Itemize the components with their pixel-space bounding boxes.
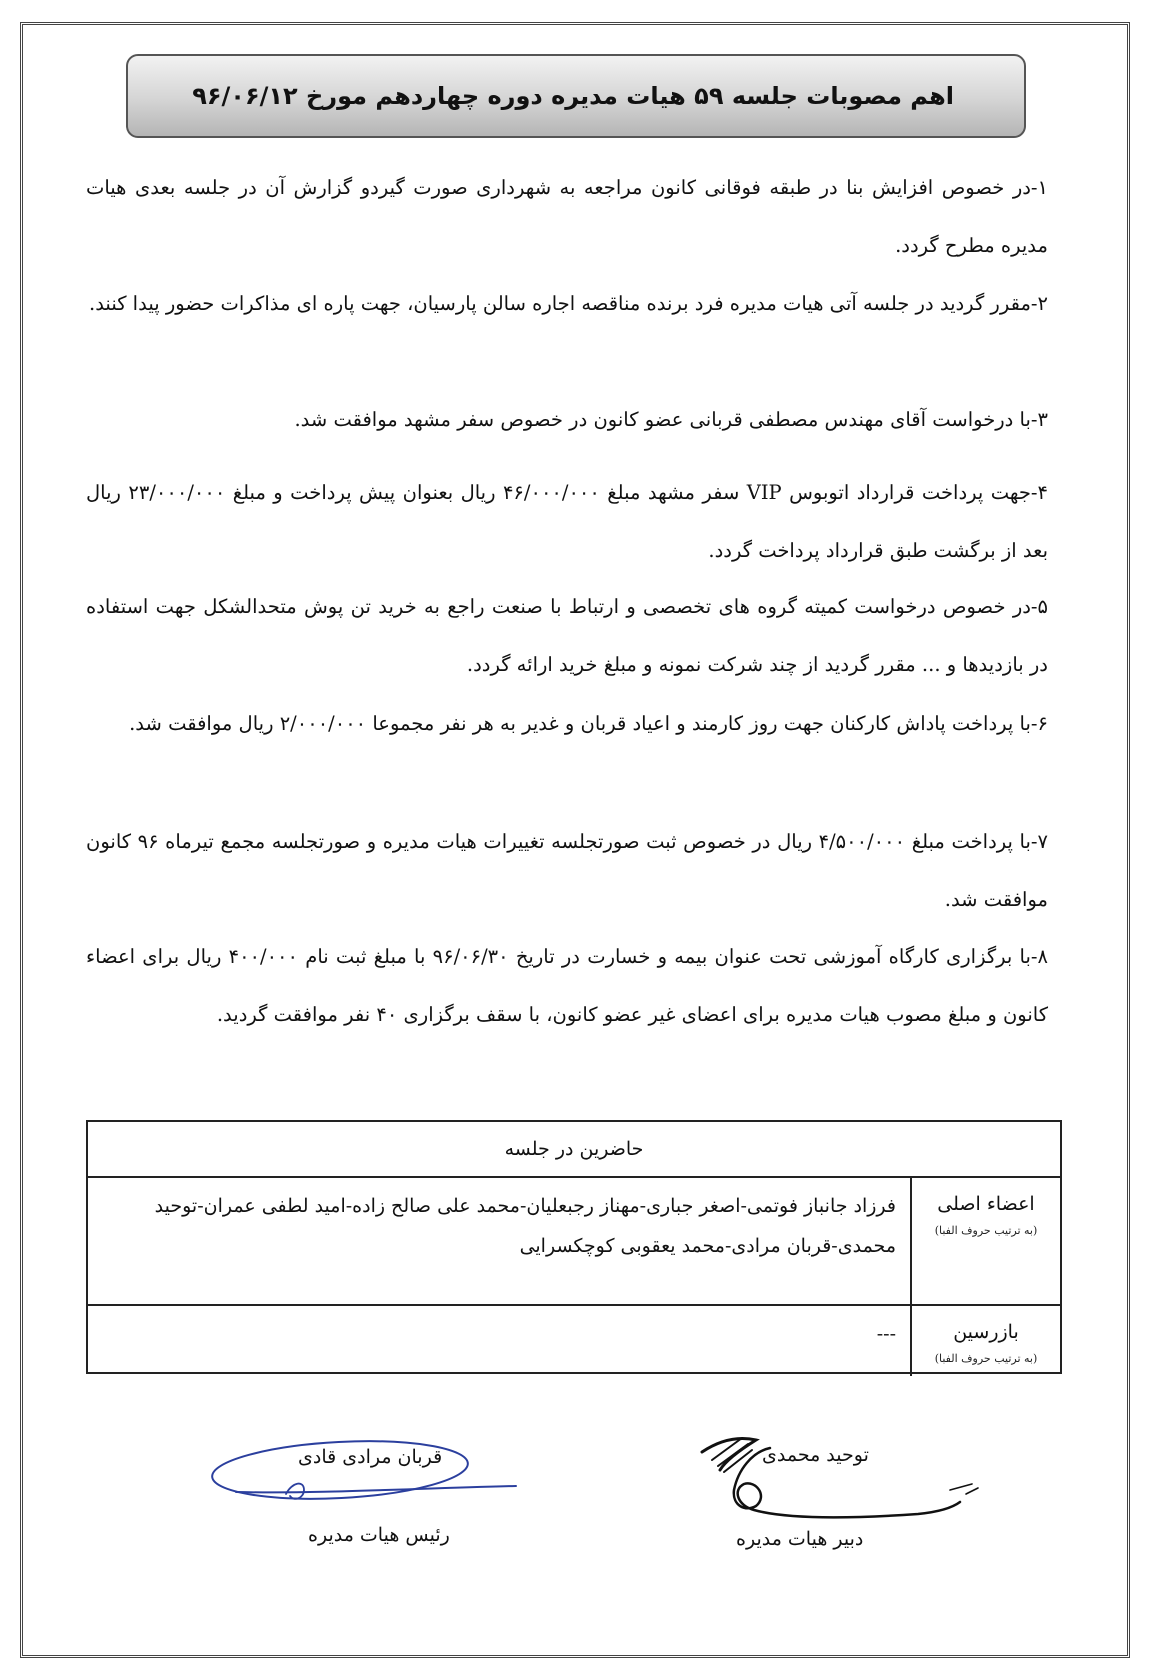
inspectors-sublabel: (به ترتیب حروف الفبا) bbox=[934, 1352, 1038, 1365]
resolution-item-4: ۴-جهت پرداخت قرارداد اتوبوس VIP سفر مشهد مبلغ ۴۶/۰۰۰/۰۰۰ ریال بعنوان پیش پرداخت و مبلغ ۲۳/۰۰۰/۰۰۰ ریال بعد از برگشت طبق قرارداد پرداخت گردد. bbox=[86, 481, 1048, 562]
chairman-title: رئیس هیات مدیره bbox=[308, 1524, 450, 1546]
inspectors-label-cell bbox=[910, 1306, 1060, 1376]
resolution-item-7: ۷-با پرداخت مبلغ ۴/۵۰۰/۰۰۰ ریال در خصوص ثبت صورتجلسه تغییرات هیات مدیره و صورتجلسه مجمع تیرماه ۹۶ کانون موافقت شد. bbox=[86, 830, 1048, 911]
members-label-cell bbox=[910, 1178, 1060, 1304]
inspectors-names: --- bbox=[876, 1323, 896, 1345]
members-row bbox=[88, 1178, 1060, 1306]
page-title: اهم مصوبات جلسه ۵۹ هیات مدیره دوره چهاردهم مورخ ۹۶/۰۶/۱۲ bbox=[192, 82, 954, 110]
resolution-item-5: ۵-در خصوص درخواست کمیته گروه های تخصصی و ارتباط با صنعت راجع به خرید تن پوش متحدالشکل جهت استفاده در بازدیدها و ... مقرر گردید از چند شرکت نمونه و مبلغ خرید ارائه گردد. bbox=[86, 595, 1048, 676]
chairman-name: قربان مرادی قادی bbox=[298, 1446, 443, 1468]
chairman-signature-scribble bbox=[200, 1428, 520, 1518]
inspectors-label: بازرسین bbox=[953, 1321, 1019, 1343]
resolution-item-1: ۱-در خصوص افزایش بنا در طبقه فوقانی کانون مراجعه به شهرداری صورت گیردو گزارش آن در جلسه بعدی هیات مدیره مطرح گردد. bbox=[86, 176, 1048, 257]
title-banner bbox=[126, 54, 1026, 138]
inspectors-row bbox=[88, 1306, 1060, 1376]
members-names: فرزاد جانباز فوتمی-اصغر جباری-مهناز رجبعلیان-محمد علی صالح زاده-امید لطفی عمران-توحید محمدی-قربان مرادی-محمد یعقوبی کوچکسرایی bbox=[154, 1195, 896, 1257]
resolution-item-3: ۳-با درخواست آقای مهندس مصطفی قربانی عضو کانون در خصوص سفر مشهد موافقت شد. bbox=[294, 408, 1048, 431]
secretary-signature-scribble bbox=[660, 1410, 990, 1525]
members-sublabel: (به ترتیب حروف الفبا) bbox=[934, 1224, 1038, 1237]
members-label: اعضاء اصلی bbox=[937, 1193, 1035, 1215]
resolution-item-6: ۶-با پرداخت پاداش کارکنان جهت روز کارمند و اعیاد قربان و غدیر به هر نفر مجموعا ۲/۰۰۰/۰۰۰ ریال موافقت شد. bbox=[129, 712, 1048, 735]
secretary-name: توحید محمدی bbox=[762, 1444, 869, 1466]
secretary-title: دبیر هیات مدیره bbox=[736, 1528, 864, 1550]
resolution-item-2: ۲-مقرر گردید در جلسه آتی هیات مدیره فرد برنده مناقصه اجاره سالن پارسیان، جهت پاره ای مذاکرات حضور پیدا کنند. bbox=[89, 292, 1048, 315]
resolution-item-8: ۸-با برگزاری کارگاه آموزشی تحت عنوان بیمه و خسارت در تاریخ ۹۶/۰۶/۳۰ با مبلغ ثبت نام ۴۰۰/۰۰۰ ریال برای اعضاء کانون و مبلغ مصوب هیات مدیره برای اعضای غیر عضو کانون، با سقف برگزاری ۴۰ نفر موافقت گردید. bbox=[86, 945, 1048, 1026]
attendees-table bbox=[86, 1120, 1062, 1374]
attendees-heading: حاضرین در جلسه bbox=[88, 1122, 1060, 1178]
